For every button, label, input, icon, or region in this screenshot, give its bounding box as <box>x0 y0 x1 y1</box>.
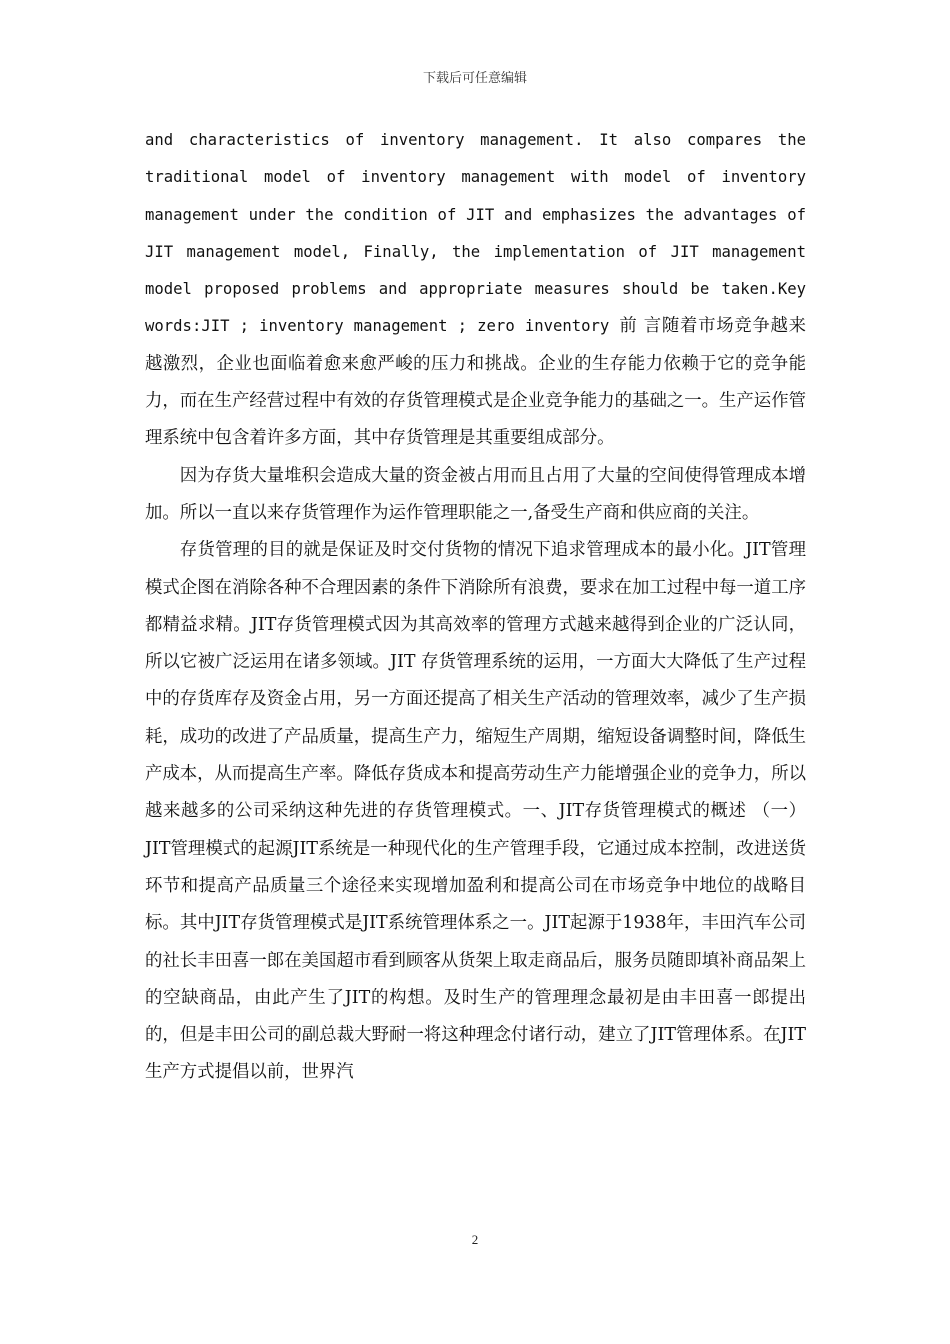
page-header: 下载后可任意编辑 <box>422 71 527 86</box>
page-number: 2 <box>471 1232 479 1247</box>
paragraph-2: 因为存货大量堆积会造成大量的资金被占用而且占用了大量的空间使得管理成本增加。所以一直以来存货管理作为运作管理职能之一,备受生产商和供应商的关注。 <box>145 465 806 523</box>
paragraph-abstract <box>145 122 806 458</box>
paragraph-3: 存货管理的目的就是保证及时交付货物的情况下追求管理成本的最小化。JIT管理模式企图在消除各种不合理因素的条件下消除所有浪费，要求在加工过程中每一道工序都精益求精。JIT存货管理模式因为其高效率的管理方式越来越得到企业的广泛认同，所以它被广泛运用在诸多领域。JIT 存货管理系统的运用，一方面大大降低了生产过程中的存货库存及资金占用，另一方面还提高了相关生产活动的管理效率，减少了生产损耗，成功的改进了产品质量，提高生产力，缩短生产周期，缩短设备调整时间，降低生产成本，从而提高生产率。降低存货成本和提高劳动生产力能增强企业的竞争力，所以越来越多的公司采纳这种先进的存货管理模式。一、JIT存货管理模式的概述 （一）JIT管理模式的起源JIT系统是一种现代化的生产管理手段，它通过成本控制，改进送货环节和提高产品质量三个途径来实现增加盈利和提高公司在市场竞争中地位的战略目标。其中JIT存货管理模式是JIT系统管理体系之一。JIT起源于1938年，丰田汽车公司的社长丰田喜一郎在美国超市看到顾客从货架上取走商品后，服务员随即填补商品架上的空缺商品，由此产生了JIT的构想。及时生产的管理理念最初是由丰田喜一郎提出的，但是丰田公司的副总裁大野耐一将这种理念付诸行动，建立了JIT管理体系。在JIT生产方式提倡以前，世界汽 <box>145 540 806 1083</box>
chinese-intro: 前 言随着市场竞争越来越激烈，企业也面临着愈来愈严峻的压力和挑战。企业的生存能力依赖于它的竞争能力，而在生产经营过程中有效的存货管理模式是企业竞争能力的基础之一。生产运作管理系统中包含着许多方面，其中存货管理是其重要组成部分。 <box>145 316 806 449</box>
english-abstract: and characteristics of inventory management. It also compares the traditional model of inventory management with model of inventory management under the condition of JIT and emphasizes the advantages of JIT management model, Finally, the implementation of JIT management model proposed problems and appropriate measures should be taken.Key words:JIT ; inventory management ; zero inventory <box>145 131 806 336</box>
document-body <box>145 122 806 1092</box>
